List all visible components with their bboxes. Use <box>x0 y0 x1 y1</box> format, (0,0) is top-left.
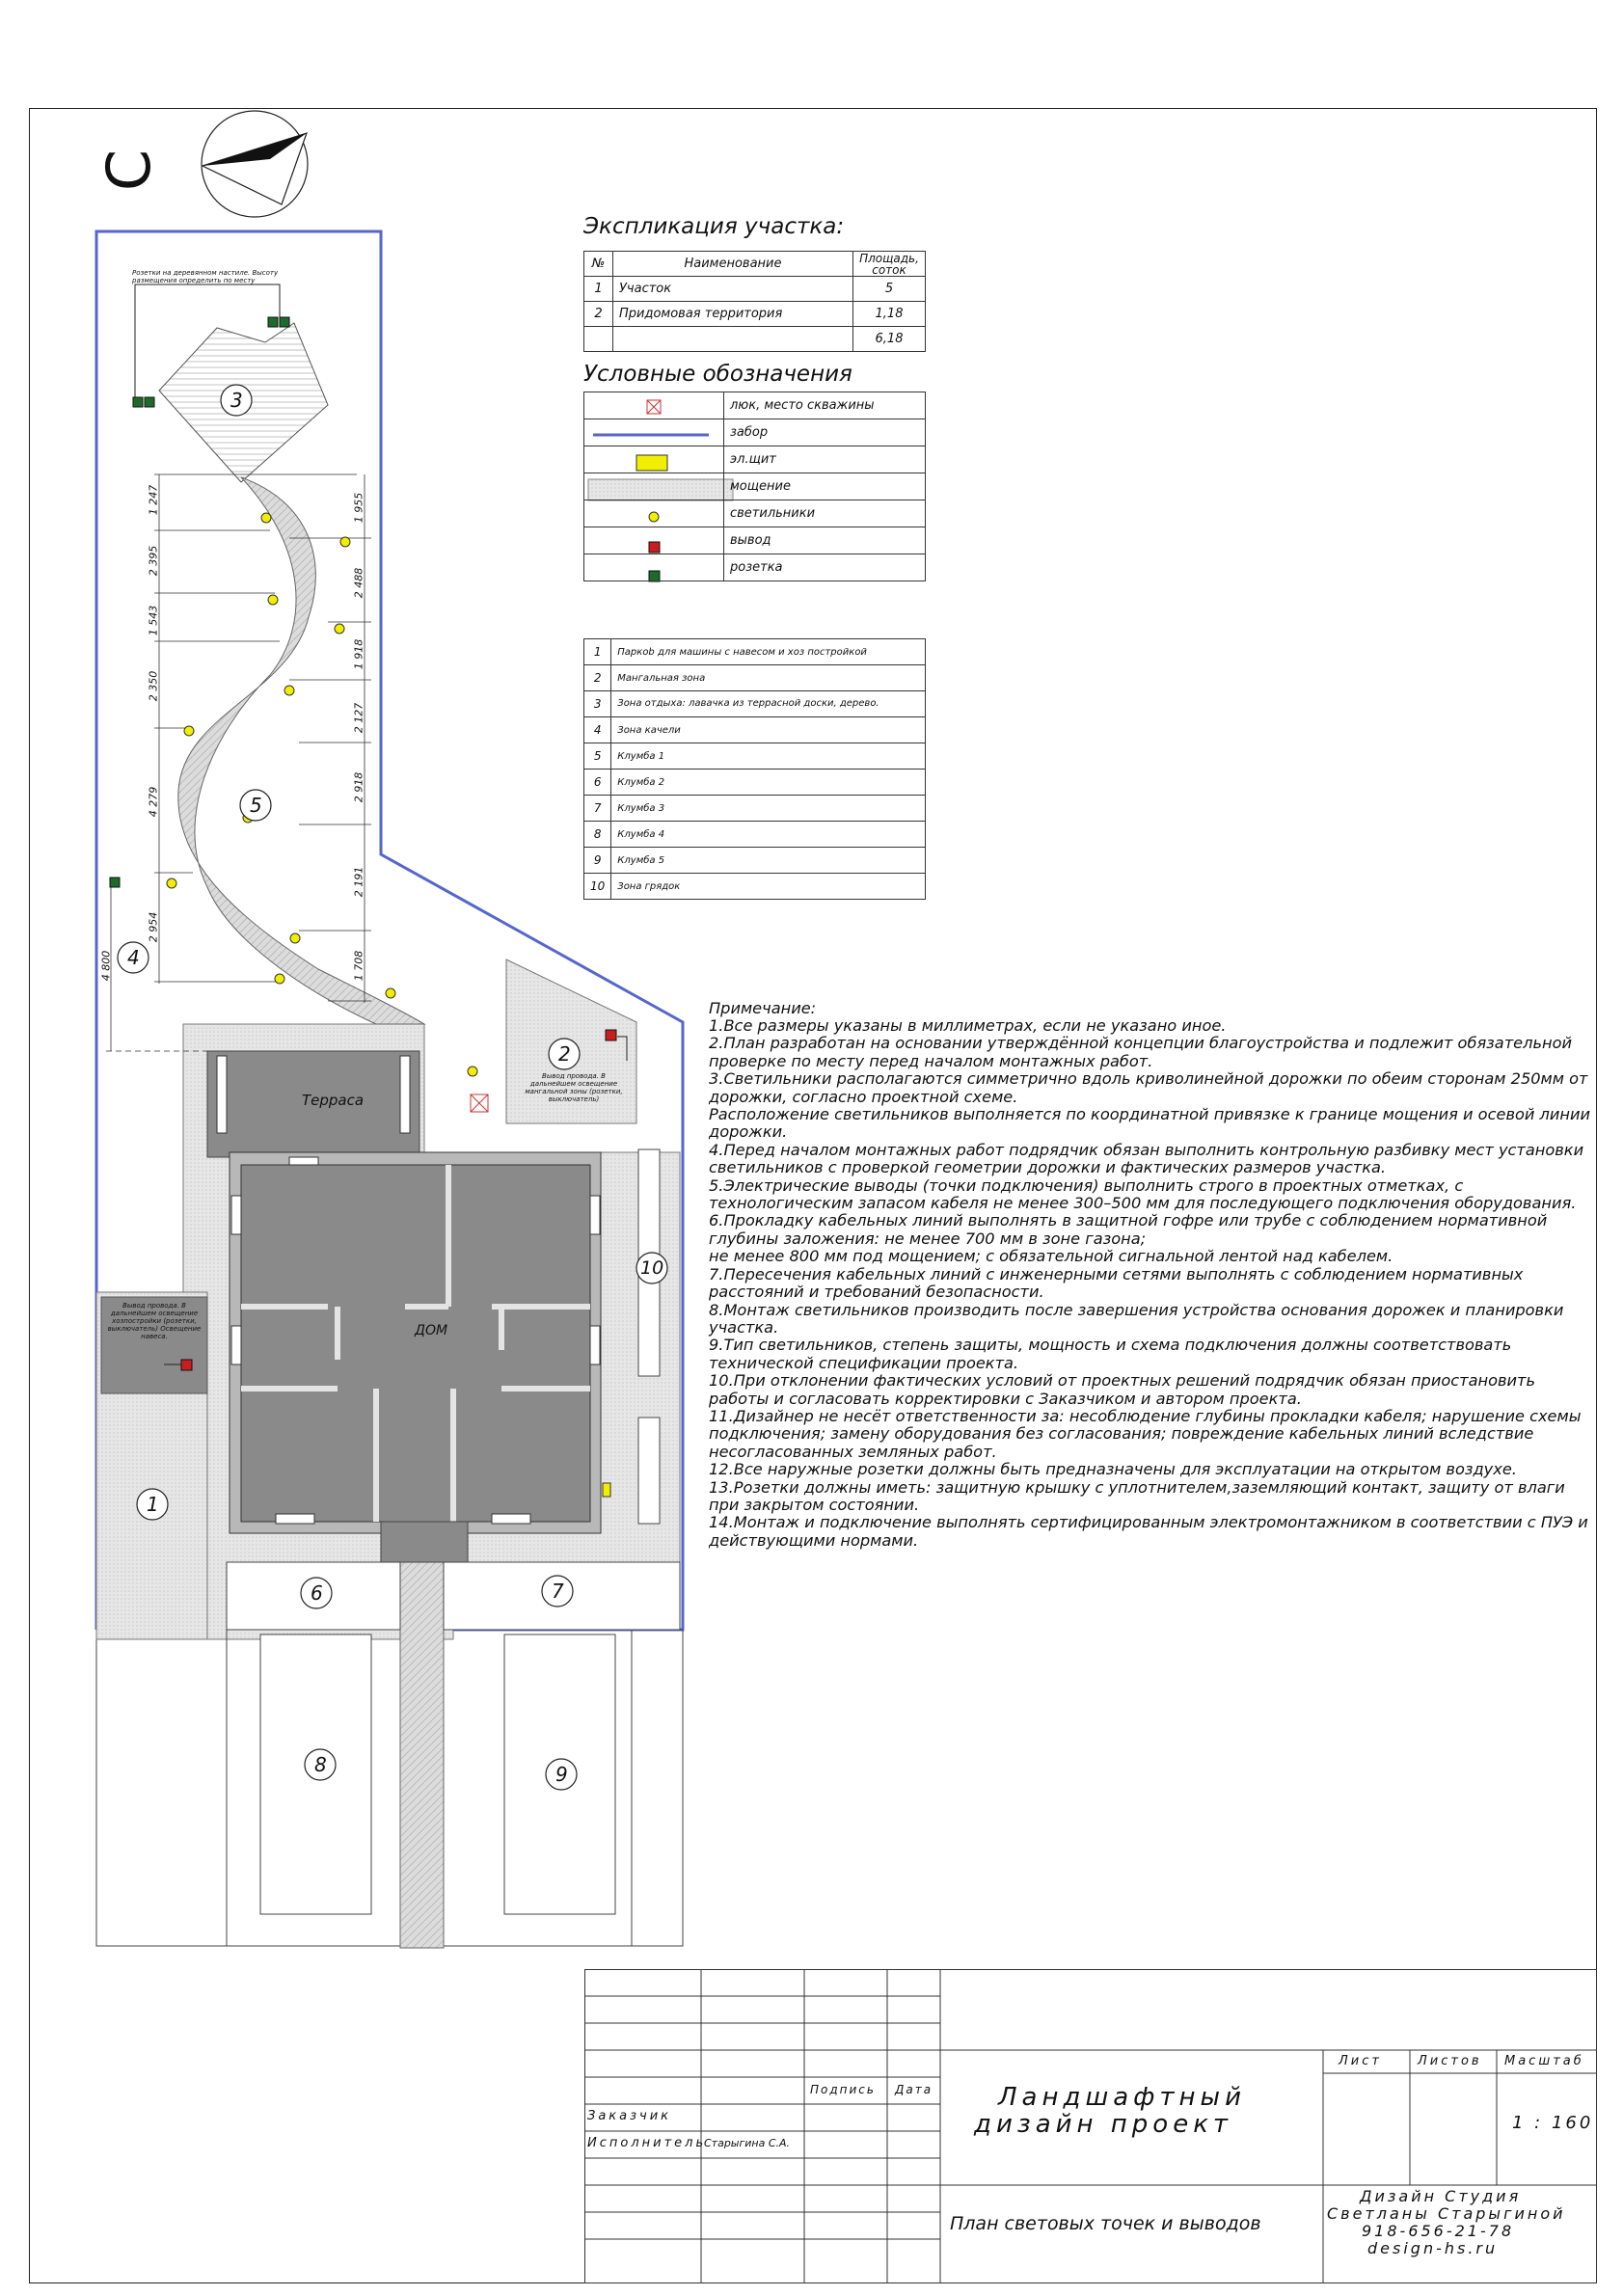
project-title-line1: Ландшафтный <box>998 2083 1246 2112</box>
zone-name: Зона грядок <box>611 874 926 900</box>
exp-cell <box>584 327 613 352</box>
dim-left-4: 2 350 <box>147 670 160 702</box>
dim-left-1: 1 247 <box>147 484 160 516</box>
legend-label: светильники <box>724 500 926 527</box>
notes-text: 1.Все размеры указаны в миллиметрах, если не указано иное. 2.План разработан на основании утверждённой концепции благоустройства и подлежит обязательной проверке по месту перед началом монтажных работ. 3.Светильники располагаются симметрично вдоль криволинейной дорожки по обеим сторонам 250мм от дорожки, согласно проектной схеме. Расположение светильников выполняется по координатной привязке к границе мощения и осевой линии дорожки. 4.Перед началом монтажных работ подрядчик обязан выполнить контрольную разбивку мест установки светильников с проверкой геометрии дорожки и фактических размеров участка. 5.Электрические выводы (точки подключения) выполнить строго в проектных отметках, с технологическим запасом кабеля не менее 300–500 мм для последующего подключения оборудования. 6.Прокладку кабельных линий выполнять в защитной гофре или трубе с соблюдением нормативной глубины заложения: не менее 700 мм в зоне газона; не менее 800 мм под мощением; с обязательной сигнальной лентой над кабелем. 7.Пересечения кабельных линий с инженерными сетями выполнять с соблюдением нормативных расстояний и требований безопасности. 8.Монтаж светильников производить после завершения устройства основания дорожек и планировки участка. 9.Тип светильников, степень защиты, мощность и схема подключения должны соответствовать технической спецификации проекта. 10.При отклонении фактических условий от проектных решений подрядчик обязан приостановить работы и согласовать корректировки с Заказчиком и автором проекта. 11.Дизайнер не несёт ответственности за: несоблюдение глубины прокладки кабеля; нарушение схемы подключения; замену оборудования без согласования; повреждение кабельных линий вследствие несогласованных земляных работ. 12.Все наружные розетки должны быть предназначены для эксплуатации на открытом воздухе. 13.Розетки должны иметь: защитную крышку с уплотнителем,заземляющий контакт, защиту от влаги при закрытом состоянии. 14.Монтаж и подключение выполнять сертифицированным электромонтажником в соответствии с ПУЭ и действующими нормами. <box>709 1016 1591 1550</box>
tb-ispolnitel-name: Старыгина С.А. <box>704 2137 791 2149</box>
dim-left-6: 2 954 <box>147 911 160 943</box>
studio-line2: Светланы Старыгиной <box>1327 2204 1566 2223</box>
zone-name: Зона качели <box>611 717 926 743</box>
electrical-panel-icon <box>603 1483 610 1497</box>
zone-number-7: 7 <box>552 1580 564 1603</box>
exp-cell <box>613 327 853 352</box>
zone-no: 1 <box>584 639 611 665</box>
house-label: ДОМ <box>415 1323 448 1338</box>
compass-icon <box>202 111 308 217</box>
tb-list: Лист <box>1339 2054 1382 2068</box>
zone-number-9: 9 <box>555 1763 568 1786</box>
zone-no: 7 <box>584 796 611 822</box>
tb-scale: 1 : 160 <box>1512 2113 1594 2133</box>
zone-name: Мангальная зона <box>611 665 926 691</box>
exp-header-area: Площадь, соток <box>853 252 926 277</box>
exp-cell: 1 <box>584 277 613 302</box>
legend-label: мощение <box>724 473 926 500</box>
legend-label: вывод <box>724 527 926 554</box>
zone-name: Клумба 4 <box>611 822 926 848</box>
zone-no: 9 <box>584 848 611 874</box>
curved-path <box>178 477 424 1024</box>
exp-cell: Участок <box>613 277 853 302</box>
exp-header-name: Наименование <box>613 252 853 277</box>
north-letter: С <box>94 149 165 192</box>
legend-title: Условные обозначения <box>583 362 852 387</box>
exp-cell: 5 <box>853 277 926 302</box>
zone-number-4: 4 <box>127 946 140 969</box>
project-title-line2: дизайн проект <box>974 2110 1233 2139</box>
note-parking: Вывод провода. В дальнейшем освещение хозпостройки (розетки, выключатель) Освещение навеса. <box>107 1302 202 1340</box>
dim-swing: 4 800 <box>99 950 113 982</box>
zone-no: 5 <box>584 743 611 770</box>
tb-listov: Листов <box>1418 2054 1482 2068</box>
legend-label: люк, место скважины <box>724 392 926 419</box>
manhole-icon <box>471 1094 488 1112</box>
zone-name: Клумба 5 <box>611 848 926 874</box>
dim-left-3: 1 543 <box>147 605 160 636</box>
sheet-name: План световых точек и выводов <box>950 2213 1261 2234</box>
dim-right-7: 1 708 <box>352 950 365 982</box>
terrace-label: Терраса <box>302 1092 365 1109</box>
note-bbq: Вывод провода. В дальнейшем освещение мангальной зоны (розетки, выключатель) <box>525 1072 623 1103</box>
zone-name: Клумба 1 <box>611 743 926 770</box>
dim-right-2: 2 488 <box>352 567 365 599</box>
zone-no: 6 <box>584 770 611 796</box>
zone-no: 8 <box>584 822 611 848</box>
zone-no: 4 <box>584 717 611 743</box>
zone-name: Паркоb для машины с навесом и хоз постройкой <box>611 639 926 665</box>
zone-number-8: 8 <box>314 1753 327 1776</box>
note-top: Розетки на деревянном настиле. Высоту размещения определить по месту <box>132 269 279 284</box>
zone-name: Клумба 2 <box>611 770 926 796</box>
tb-zakazchik: Заказчик <box>587 2109 672 2123</box>
explication-title: Экспликация участка: <box>583 214 845 239</box>
studio-site: design-hs.ru <box>1367 2239 1499 2257</box>
zone-number-2: 2 <box>558 1042 571 1066</box>
tb-masshtab: Масштаб <box>1504 2054 1584 2068</box>
legend-label: забор <box>724 419 926 446</box>
dim-right-4: 2 127 <box>352 702 365 734</box>
zone-number-3: 3 <box>230 389 243 412</box>
zone-no: 2 <box>584 665 611 691</box>
explication-table <box>583 251 926 352</box>
exp-cell: Придомовая территория <box>613 302 853 327</box>
exp-cell: 6,18 <box>853 327 926 352</box>
zone-number-5: 5 <box>250 794 262 817</box>
exp-header-no: № <box>584 252 613 277</box>
dim-right-1: 1 955 <box>352 492 365 524</box>
exp-cell: 2 <box>584 302 613 327</box>
tb-data: Дата <box>895 2083 933 2096</box>
studio-phone: 918-656-21-78 <box>1362 2222 1515 2240</box>
zone-name: Зона отдыха: лавачка из террасной доски, дерево. <box>611 691 926 717</box>
dim-left-2: 2 395 <box>147 545 160 577</box>
dim-right-3: 1 918 <box>352 638 365 670</box>
notes-heading: Примечание: <box>709 999 817 1017</box>
zone-number-10: 10 <box>640 1257 664 1279</box>
tb-podpis: Подпись <box>810 2083 876 2096</box>
dim-right-5: 2 918 <box>352 771 365 803</box>
legend-table <box>583 392 926 581</box>
zone-name: Клумба 3 <box>611 796 926 822</box>
legend-label: эл.щит <box>724 446 926 473</box>
dim-right-6: 2 191 <box>352 866 365 898</box>
zone-number-1: 1 <box>147 1493 159 1516</box>
dim-left-5: 4 279 <box>147 786 160 818</box>
zones-table <box>583 638 926 900</box>
zone-no: 10 <box>584 874 611 900</box>
legend-label: розетка <box>724 554 926 581</box>
exp-cell: 1,18 <box>853 302 926 327</box>
zone-number-6: 6 <box>311 1581 323 1605</box>
zone-no: 3 <box>584 691 611 717</box>
tb-ispolnitel: Исполнитель <box>587 2136 707 2150</box>
studio-line1: Дизайн Студия <box>1360 2187 1522 2205</box>
